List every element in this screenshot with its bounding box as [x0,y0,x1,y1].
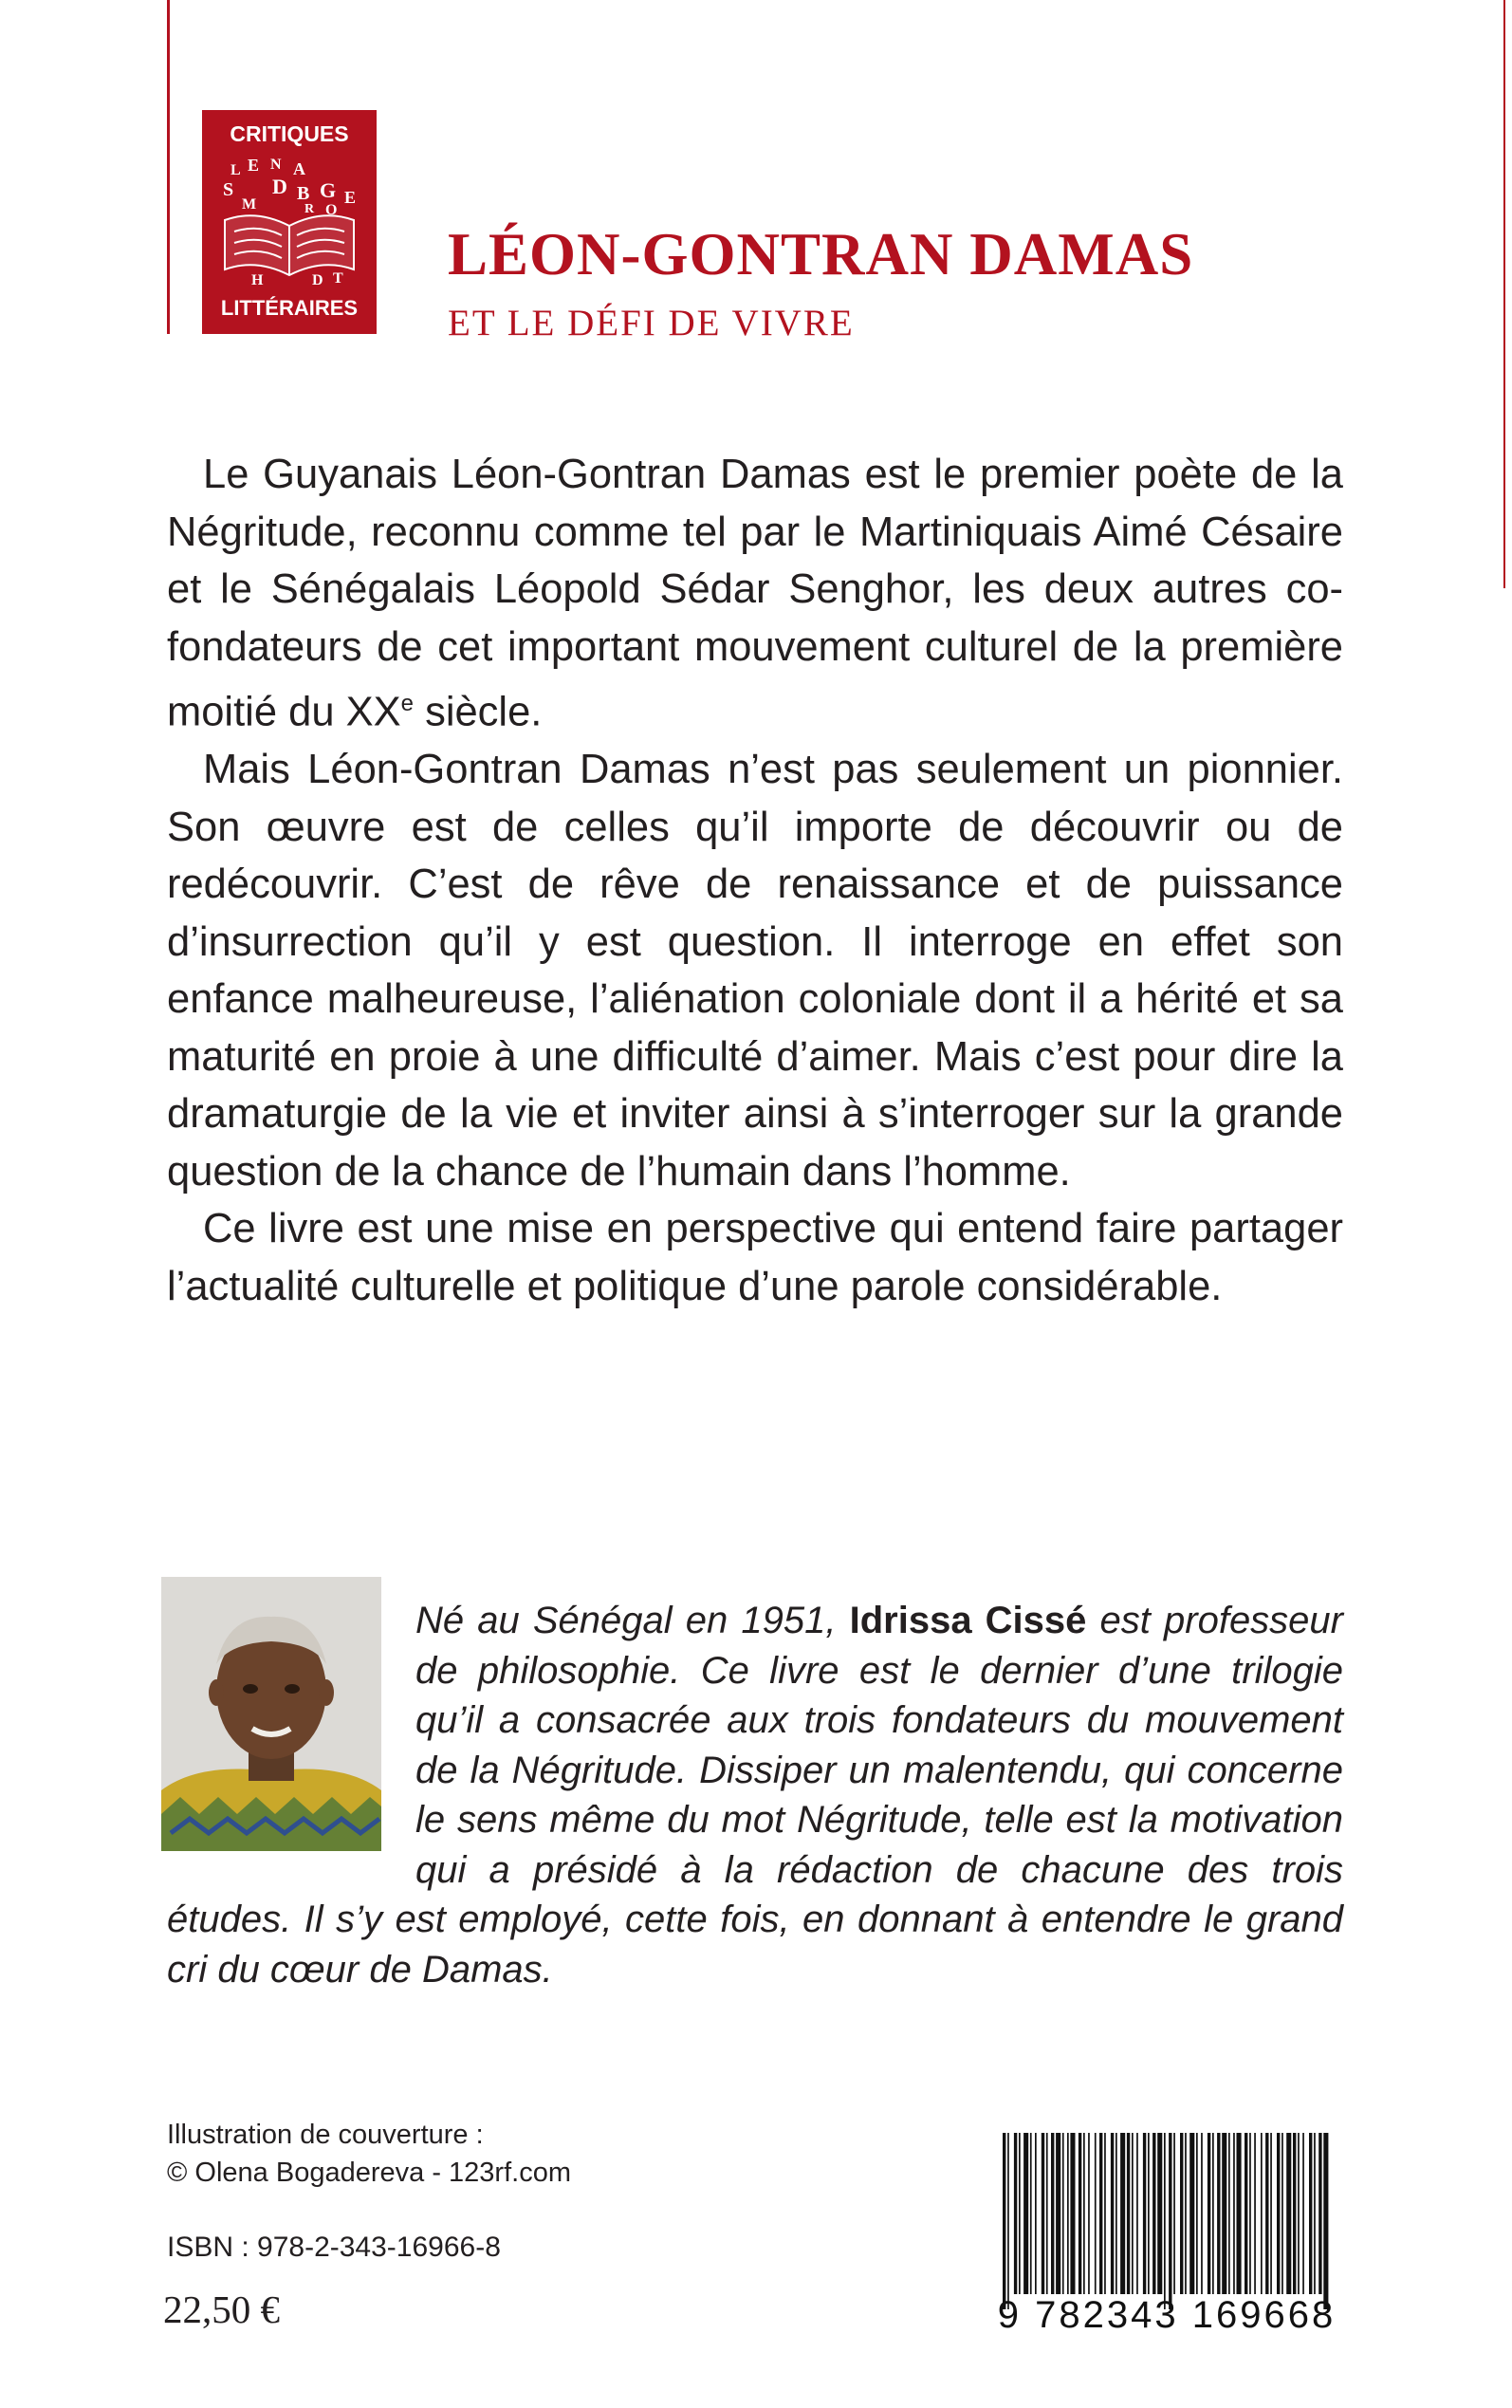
barcode-bar [1208,2133,1210,2294]
barcode-bar [1030,2133,1032,2294]
series-letter: L [230,162,241,178]
blurb-paragraph-2: Mais Léon-Gontran Damas n’est pas seulement un pionnier. Son œuvre est de celles qu’il importe de découvrir ou de redécouvrir. C’est de rêve de renaissance et de puissance d’insurrection qu’il y est question. Il interroge en effet son enfance malheureuse, l’aliénation coloniale dont il a hérité et sa maturité en proie à une difficulté d’aimer. Mais c’est pour dire la dramaturgie de la vie et inviter ainsi à s’interroger sur la grande question de la chance de l’humain dans l’homme. [167,747,1343,1195]
series-letter: M [242,196,257,213]
barcode-bar [1196,2133,1198,2294]
series-letter: E [248,156,260,175]
barcode-bar [1302,2133,1304,2294]
barcode-bar [1180,2133,1183,2294]
series-name-line2: LITTÉRAIRES [220,296,359,320]
barcode-bar [1099,2133,1102,2294]
barcode-bar [1116,2133,1117,2294]
cover-credit [167,2116,571,2192]
century-superscript: e [400,691,414,716]
author-name: Idrissa Cissé [849,1600,1087,1641]
barcode-bar [1314,2133,1316,2294]
blurb-text: siècle. [413,689,543,735]
barcode-bar [1067,2133,1069,2294]
barcode-bar [1056,2133,1060,2294]
credit-line-1: Illustration de couverture : [167,2120,484,2150]
barcode-bar [1265,2133,1268,2294]
isbn: ISBN : 978-2-343-16966-8 [167,2232,501,2263]
barcode-bar [1249,2133,1251,2294]
barcode-bar [1254,2133,1256,2294]
barcode-bar [1298,2133,1300,2294]
barcode-bar [1228,2133,1230,2294]
barcode-bar [1318,2133,1321,2294]
barcode-bar [1152,2133,1155,2294]
series-letter: A [293,159,305,178]
barcode-bar [1042,2133,1044,2294]
barcode-bar [1189,2133,1194,2294]
barcode-bar [1088,2133,1090,2294]
series-letter: S [223,179,234,200]
barcode-bar [1014,2133,1017,2294]
barcode-bar [1023,2133,1028,2294]
author-bio [167,1596,1343,1994]
barcode-bar [1169,2133,1171,2309]
barcode-bar [1286,2133,1291,2294]
book-title: LÉON-GONTRAN DAMAS [448,221,1194,287]
barcode-bar [1185,2133,1187,2294]
barcode-bar [1079,2133,1081,2294]
series-letter: B [297,183,310,204]
series-letter: T [333,270,343,287]
barcode-bar [1104,2133,1106,2294]
back-cover-blurb [167,446,1343,1315]
barcode-bar [1201,2133,1203,2294]
red-edge-rule [1503,0,1505,588]
series-name-line1: CRITIQUES [230,121,349,146]
barcode-bar [1136,2133,1138,2294]
price: 22,50 € [163,2288,280,2331]
barcode-bar [1132,2133,1134,2294]
barcode-bar [1323,2133,1328,2309]
barcode-bar [1233,2133,1235,2294]
series-letter: H [251,272,264,287]
barcode-bar [1212,2133,1214,2294]
barcode-bar [1148,2133,1150,2294]
series-letter: G [320,178,337,202]
red-vertical-rule [167,0,170,334]
open-book-icon [213,154,365,287]
blurb-text: Le Guyanais Léon-Gontran Damas est le premier poète de la Négritude, reconnu comme tel par le Martiniquais Aimé Césaire et le Sénégalais Léopold Sédar Senghor, les deux autres co-fondateurs de cet important mouvement culturel de la première moitié du XX [167,452,1343,735]
barcode-bar [1261,2133,1263,2294]
barcode-bar [1282,2133,1283,2294]
series-logo [202,110,377,334]
barcode-bar [1035,2133,1037,2294]
barcode-bar [1157,2133,1162,2294]
barcode-bar [1270,2133,1272,2294]
series-letter: N [270,157,282,173]
series-letter: D [272,175,287,198]
barcode-bar [1293,2133,1296,2294]
series-letter: D [312,272,323,287]
barcode [1001,2133,1333,2309]
barcode-bar [1217,2133,1220,2294]
barcode-bar [1019,2133,1021,2294]
barcode-bar [1277,2133,1280,2294]
barcode-bar [1046,2133,1048,2294]
barcode-bar [1309,2133,1312,2294]
barcode-bar [1237,2133,1242,2294]
series-letter: O [325,202,338,218]
barcode-bar [1111,2133,1114,2294]
barcode-bar [1062,2133,1064,2294]
barcode-bar [1083,2133,1085,2294]
barcode-bar [1127,2133,1130,2294]
barcode-digits: 9 782343 169668 [997,2294,1337,2336]
series-letter: E [344,188,357,207]
blurb-paragraph-1 [167,446,1343,741]
barcode-bar [1164,2133,1166,2309]
photo-spacer [167,1596,415,1892]
bio-text: Né au Sénégal en 1951, [415,1600,850,1641]
book-subtitle: ET LE DÉFI DE VIVRE [448,303,855,343]
barcode-bar [1007,2133,1009,2309]
bio-text: est professeur de philosophie. Ce livre est le dernier d’une trilogie qu’il a consacrée aux trois fondateurs du mouvement de la Négritude. Dissiper un malentendu, qui concerne le sens même du mot Négritude, telle est la motivation qui a présidé à la rédaction de chacune des trois études. Il s’y est employé, cette fois, en donnant à entendre le grand cri du cœur de Damas. [167,1600,1343,1991]
series-letter: R [304,202,315,216]
barcode-bar [1051,2133,1054,2294]
barcode-bar [1003,2133,1005,2309]
barcode-bar [1095,2133,1097,2294]
barcode-bar [1070,2133,1075,2294]
credit-line-2: © Olena Bogadereva - 123rf.com [167,2158,571,2188]
barcode-bar [1173,2133,1175,2294]
barcode-bar [1245,2133,1247,2294]
barcode-bar [1143,2133,1146,2294]
blurb-paragraph-3: Ce livre est une mise en perspective qui entend faire partager l’actualité culturelle et politique d’une parole considérable. [167,1206,1343,1309]
barcode-bar [1120,2133,1125,2294]
barcode-bar [1222,2133,1226,2294]
